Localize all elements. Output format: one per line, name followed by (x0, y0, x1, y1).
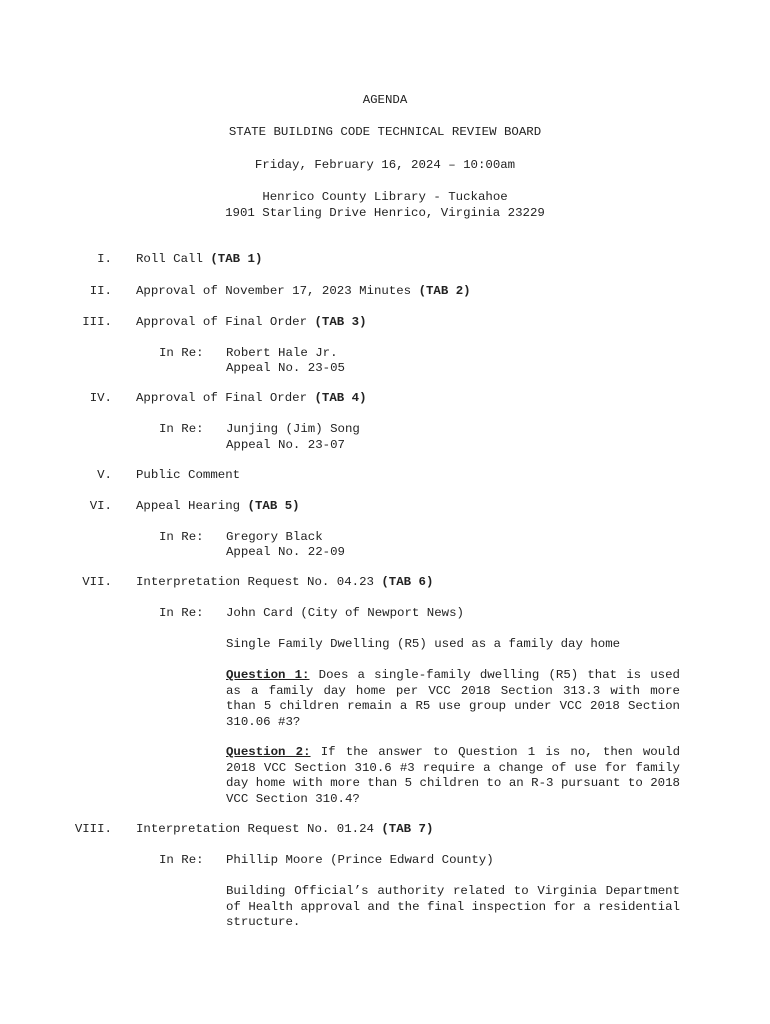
meeting-address: 1901 Starling Drive Henrico, Virginia 23229 (225, 206, 545, 220)
agenda-item-interpretation-request (136, 822, 433, 837)
agenda-item-interpretation-request (136, 575, 433, 590)
item-text: Approval of Final Order (136, 315, 315, 329)
item-number: IV. (89, 391, 112, 405)
tab-reference: (TAB 2) (418, 284, 471, 298)
item-number: VIII. (74, 822, 112, 836)
question-label: Question 2: (226, 745, 311, 759)
in-re-label: In Re: (159, 530, 204, 544)
agenda-item-public-comment: Public Comment (136, 468, 241, 482)
question-label: Question 1: (226, 668, 310, 682)
agenda-item-appeal-hearing (136, 499, 300, 514)
item-number: V. (97, 468, 112, 482)
item-number: VI. (89, 499, 112, 513)
question-text: Does a single-family dwelling (R5) that is used as a family day home per VCC 2018 Section 313.3 with more than 5 children remain a R5 use group under VCC 2018 Section 310.06 #3? (226, 668, 680, 729)
item-text: Appeal Hearing (136, 499, 248, 513)
item-number: III. (82, 315, 112, 329)
tab-reference: (TAB 4) (314, 391, 367, 405)
board-name: STATE BUILDING CODE TECHNICAL REVIEW BOARD (228, 125, 542, 139)
agenda-item-final-order (136, 315, 367, 330)
item-text: Approval of Final Order (136, 391, 315, 405)
in-re-label: In Re: (159, 606, 204, 620)
agenda-item-final-order (136, 391, 367, 406)
appeal-number: Appeal No. 23-07 (226, 438, 345, 452)
meeting-location: Henrico County Library - Tuckahoe (262, 190, 508, 204)
question-1 (226, 668, 680, 730)
item-text: Roll Call (136, 252, 211, 266)
question-text: If the answer to Question 1 is no, then would 2018 VCC Section 310.6 #3 require a change of use for family day home with more than 5 children to an R-3 pursuant to 2018 VCC Section 310.4? (226, 745, 680, 806)
party-name: Phillip Moore (Prince Edward County) (226, 853, 494, 867)
item-number: II. (89, 284, 112, 298)
item-text: Approval of November 17, 2023 Minutes (136, 284, 419, 298)
tab-reference: (TAB 5) (247, 499, 300, 513)
appeal-number: Appeal No. 23-05 (226, 361, 345, 375)
in-re-label: In Re: (159, 422, 204, 436)
request-description: Building Official’s authority related to Virginia Department of Health approval and the final inspection for a residential structure. (226, 884, 680, 929)
tab-reference: (TAB 6) (381, 575, 434, 589)
agenda-title: AGENDA (362, 93, 408, 107)
party-name: Robert Hale Jr. (226, 346, 338, 360)
item-number: I. (97, 252, 112, 266)
appeal-number: Appeal No. 22-09 (226, 545, 345, 559)
item-text: Interpretation Request No. 01.24 (136, 822, 382, 836)
item-number: VII. (82, 575, 112, 589)
party-name: Junjing (Jim) Song (226, 422, 360, 436)
party-name: Gregory Black (226, 530, 323, 544)
request-subject: Single Family Dwelling (R5) used as a family day home (226, 637, 621, 651)
in-re-label: In Re: (159, 346, 204, 360)
meeting-date: Friday, February 16, 2024 – 10:00am (254, 158, 516, 172)
party-name: John Card (City of Newport News) (226, 606, 464, 620)
in-re-label: In Re: (159, 853, 204, 867)
question-2 (226, 745, 680, 807)
item-text: Interpretation Request No. 04.23 (136, 575, 382, 589)
agenda-item-roll-call (136, 252, 262, 267)
tab-reference: (TAB 1) (210, 252, 263, 266)
tab-reference: (TAB 3) (314, 315, 367, 329)
agenda-item-minutes (136, 284, 471, 299)
tab-reference: (TAB 7) (381, 822, 434, 836)
